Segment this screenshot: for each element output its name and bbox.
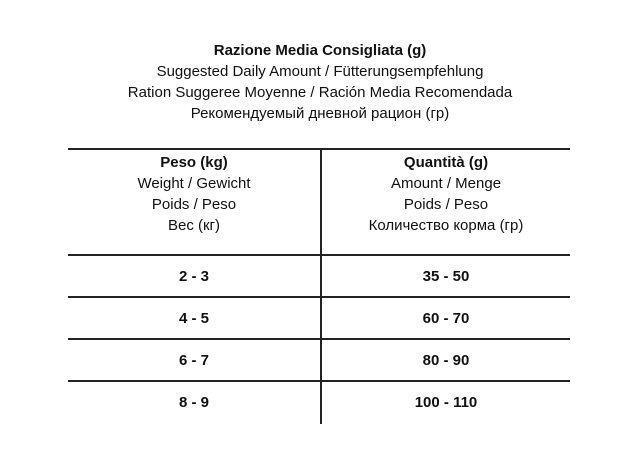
weight-header-en-de: Weight / Gewicht	[137, 175, 251, 192]
amount-cell: 60 - 70	[422, 310, 470, 327]
heading-line-ru: Рекомендуемый дневной рацион (гр)	[190, 105, 450, 122]
heading-line-fr-es: Ration Suggeree Moyenne / Ración Media Recomendada	[127, 84, 513, 101]
amount-cell: 100 - 110	[414, 394, 478, 411]
page-heading	[0, 40, 640, 124]
amount-cell: 80 - 90	[422, 352, 470, 369]
amount-header-en-de: Amount / Menge	[390, 175, 502, 192]
table-row	[68, 382, 570, 424]
table-top-rule	[68, 148, 570, 150]
weight-header-fr: Poids / Peso	[151, 196, 237, 213]
table-row	[68, 256, 570, 298]
amount-cell: 35 - 50	[422, 268, 470, 285]
amount-column-header	[322, 152, 570, 236]
weight-cell: 4 - 5	[178, 310, 209, 327]
heading-title: Razione Media Consigliata (g)	[213, 42, 427, 59]
weight-header-title: Peso (kg)	[160, 154, 228, 171]
weight-header-ru: Вес (кг)	[167, 217, 221, 234]
weight-column-header	[68, 152, 320, 236]
feeding-table	[68, 148, 570, 424]
amount-header-title: Quantità (g)	[403, 154, 489, 171]
table-row	[68, 298, 570, 340]
weight-cell: 2 - 3	[178, 268, 209, 285]
weight-cell: 6 - 7	[178, 352, 209, 369]
table-row	[68, 340, 570, 382]
amount-header-ru: Количество корма (гр)	[368, 217, 524, 234]
weight-cell: 8 - 9	[178, 394, 209, 411]
heading-line-en-de: Suggested Daily Amount / Fütterungsempfehlung	[156, 63, 484, 80]
amount-header-fr: Poids / Peso	[403, 196, 489, 213]
